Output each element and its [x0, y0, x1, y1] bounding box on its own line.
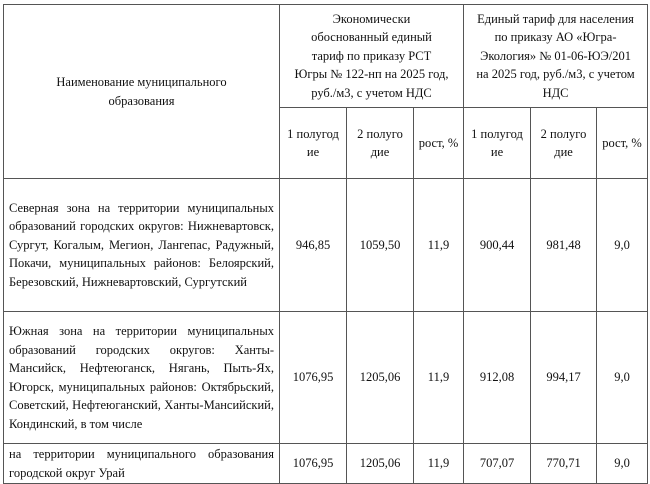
- header-name: Наименование муниципального образования: [4, 5, 280, 179]
- table-row: [4, 312, 648, 444]
- table-row: [4, 444, 648, 484]
- cell-pop-h2: 981,48: [531, 179, 597, 312]
- table-row: [4, 179, 648, 312]
- header-row-1: [4, 5, 648, 108]
- header-pop-h2: 2 полуго дие: [531, 108, 597, 179]
- cell-pop-h1: 707,07: [464, 444, 531, 484]
- cell-eco-h2: 1059,50: [347, 179, 414, 312]
- cell-eco-h1: 946,85: [280, 179, 347, 312]
- row-name: Северная зона на территории муниципальных образований городских округов: Нижневартовск, Сургут, Когалым, Мегион, Лангепас, Радужный, Покачи, муниципальных районов: Белоярский, Березовский, Нижневартовский, Сургутский: [4, 179, 280, 312]
- row-name: на территории муниципального образования городской округ Урай: [4, 444, 280, 484]
- row-name: Южная зона на территории муниципальных образований городских округов: Ханты-Мансийск, Нефтеюганск, Нягань, Пыть-Ях, Югорск, муниципальных районов: Октябрьский, Советский, Нефтеюганский, Ханты-Мансийский, Кондинский, в том числе: [4, 312, 280, 444]
- tariff-table: [3, 4, 648, 484]
- header-population-tariff: Единый тариф для населения по приказу АО «Югра-Экология» № 01-06-ЮЭ/201 на 2025 год, руб./м3, с учетом НДС: [464, 5, 648, 108]
- cell-pop-h1: 912,08: [464, 312, 531, 444]
- header-pop-h1: 1 полугод ие: [464, 108, 531, 179]
- cell-eco-h2: 1205,06: [347, 312, 414, 444]
- header-eco-growth: рост, %: [414, 108, 464, 179]
- cell-pop-h2: 994,17: [531, 312, 597, 444]
- header-economic-tariff: Экономически обоснованный единый тариф по приказу РСТ Югры № 122-нп на 2025 год, руб./м3, с учетом НДС: [280, 5, 464, 108]
- cell-pop-h2: 770,71: [531, 444, 597, 484]
- cell-eco-growth: 11,9: [414, 179, 464, 312]
- cell-eco-h1: 1076,95: [280, 312, 347, 444]
- cell-eco-growth: 11,9: [414, 444, 464, 484]
- header-eco-h1: 1 полугод ие: [280, 108, 347, 179]
- header-pop-growth: рост, %: [597, 108, 648, 179]
- cell-pop-growth: 9,0: [597, 444, 648, 484]
- cell-eco-h1: 1076,95: [280, 444, 347, 484]
- header-eco-h2: 2 полуго дие: [347, 108, 414, 179]
- cell-pop-h1: 900,44: [464, 179, 531, 312]
- cell-pop-growth: 9,0: [597, 312, 648, 444]
- cell-eco-growth: 11,9: [414, 312, 464, 444]
- cell-eco-h2: 1205,06: [347, 444, 414, 484]
- cell-pop-growth: 9,0: [597, 179, 648, 312]
